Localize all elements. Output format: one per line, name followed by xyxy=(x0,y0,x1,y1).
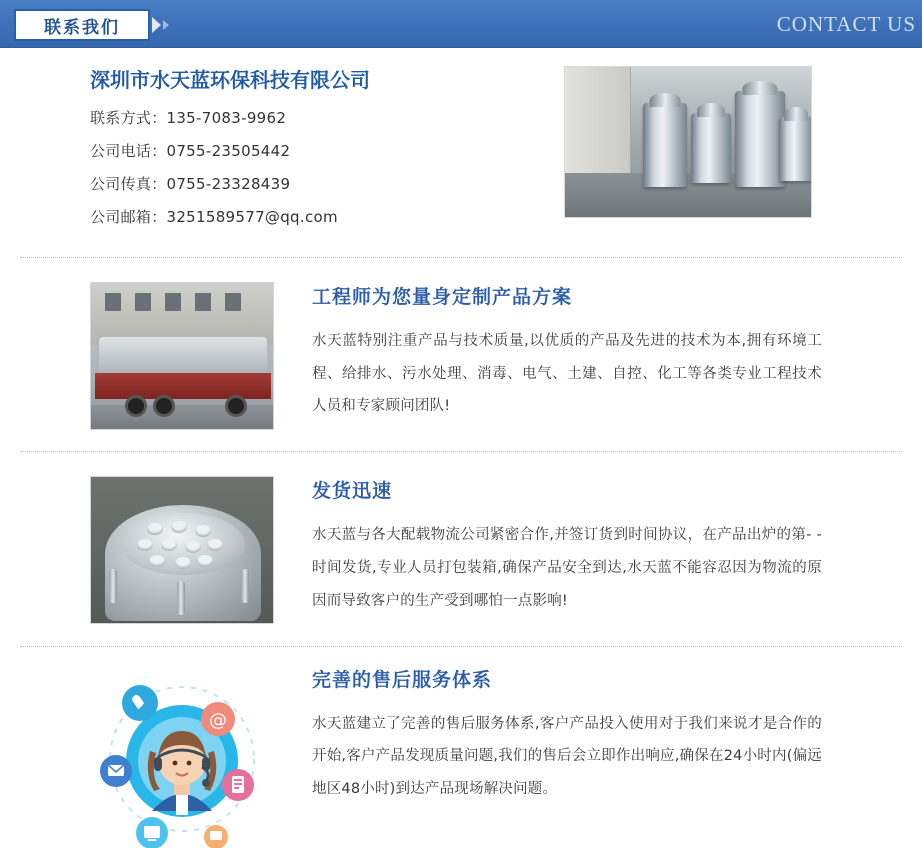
image-cargo xyxy=(99,337,267,377)
company-info-block xyxy=(20,48,902,257)
feature-image-truck xyxy=(90,282,274,430)
feature-image-customer-service xyxy=(90,661,274,848)
image-window xyxy=(105,293,121,311)
section-tab xyxy=(14,9,150,41)
customer-service-illustration xyxy=(90,661,274,848)
page-header-banner xyxy=(0,0,922,48)
svg-text:@: @ xyxy=(209,709,227,731)
feature-row-customized-solution xyxy=(20,258,902,451)
feature-text-block xyxy=(312,278,902,437)
feature-body: 水天蓝特别注重产品与技术质量,以优质的产品及先进的技术为本,拥有环境工程、给排水、污水处理、消毒、电气、土建、自控、化工等各类专业工程技术人员和专家顾问团队! xyxy=(312,333,822,415)
photo-vessel xyxy=(735,91,785,187)
feature-title: 工程师为您量身定制产品方案 xyxy=(312,286,573,308)
photo-vessel xyxy=(643,103,687,187)
feature-row-fast-shipping xyxy=(20,452,902,645)
feature-text-block xyxy=(312,472,902,631)
arrow-right-small-icon xyxy=(163,20,169,30)
section-tab-label: 联系我们 xyxy=(44,17,120,38)
photo-vessel xyxy=(779,117,812,181)
feature-body: 水天蓝与各大配载物流公司紧密合作,并签订货到时间协议，在产品出炉的第- -时间发货,专业人员打包装箱,确保产品安全到达,水天蓝不能容忍因为物流的原因而导致客户的生产受到哪怕一点影响! xyxy=(312,527,822,609)
feature-text-block xyxy=(312,661,902,820)
company-contact-mobile: 联系方式：135-7083-9962 xyxy=(90,109,287,127)
image-clamp xyxy=(241,569,249,603)
image-clamp xyxy=(109,569,117,603)
company-name: 深圳市水天蓝环保科技有限公司 xyxy=(90,68,370,92)
company-factory-photo xyxy=(564,66,812,218)
feature-title: 发货迅速 xyxy=(312,480,393,503)
image-wheel xyxy=(153,395,175,417)
photo-wall xyxy=(565,67,631,173)
image-window xyxy=(195,293,211,311)
feature-body: 水天蓝建立了完善的售后服务体系,客户产品投入使用对于我们来说才是合作的开始,客户产品发现质量问题,我们的售后会立即作出响应,确保在24小时内(偏远地区48小时)到达产品现场解决问题。 xyxy=(312,715,822,797)
feature-row-after-sales xyxy=(20,647,902,848)
page-content xyxy=(0,48,922,848)
image-truck-body xyxy=(95,373,271,399)
image-clamp xyxy=(177,581,185,615)
image-wheel xyxy=(125,395,147,417)
image-window xyxy=(135,293,151,311)
arrow-right-icon xyxy=(152,17,161,33)
company-contact-email: 公司邮箱：3251589577@qq.com xyxy=(90,208,338,226)
feature-image-filter-vessel xyxy=(90,476,274,624)
image-window xyxy=(165,293,181,311)
image-wheel xyxy=(225,395,247,417)
company-contact-fax: 公司传真：0755-23328439 xyxy=(90,175,291,193)
feature-title: 完善的售后服务体系 xyxy=(312,668,493,691)
company-contact-phone: 公司电话：0755-23505442 xyxy=(90,142,291,160)
photo-vessel xyxy=(691,113,731,183)
header-english-title: CONTACT US xyxy=(776,12,916,36)
image-window xyxy=(225,293,241,311)
